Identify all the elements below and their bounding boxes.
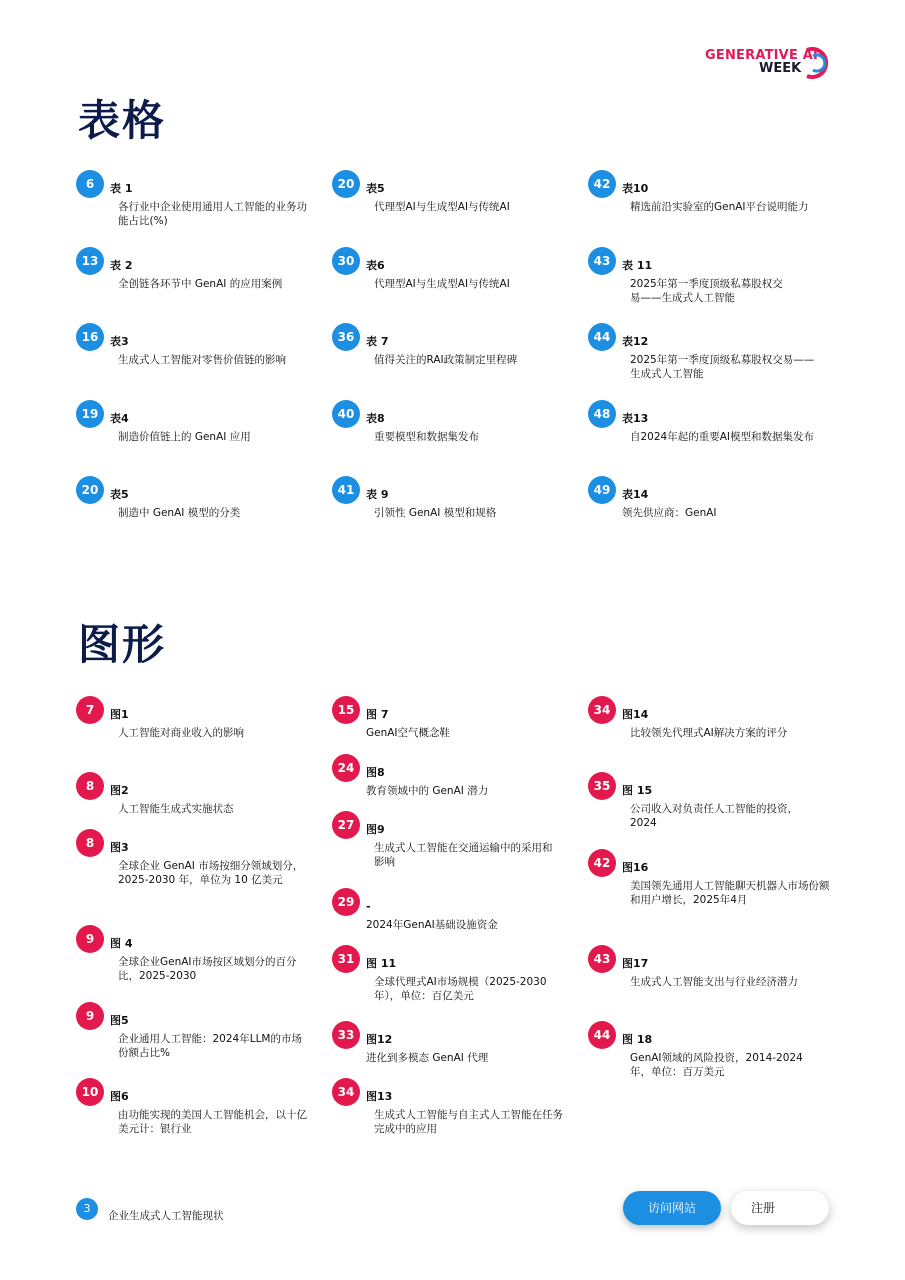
- item-description: 进化到多模态 GenAI 代理: [366, 1052, 489, 1064]
- page-number-badge: 9: [76, 925, 104, 953]
- tables-heading: 表格: [78, 96, 167, 145]
- item-title: 表4: [110, 412, 129, 425]
- list-item-table[interactable]: [85, 177, 345, 228]
- list-item-figure[interactable]: [337, 703, 601, 740]
- list-item-figure[interactable]: [337, 761, 601, 798]
- list-item-figure[interactable]: [81, 1085, 345, 1136]
- generative-ai-week-logo: [705, 44, 835, 84]
- item-title: 表5: [366, 182, 385, 195]
- item-description: 人工智能对商业收入的影响: [118, 727, 244, 739]
- list-item-figure[interactable]: [593, 1028, 857, 1079]
- list-item-table[interactable]: [593, 483, 857, 520]
- item-title: 图8: [366, 766, 385, 779]
- item-title: 表 1: [110, 182, 133, 195]
- item-description: 2025年第一季度顶级私募股权交易——生成式人工智能: [630, 278, 783, 304]
- list-item-table[interactable]: [337, 407, 601, 444]
- item-description: 代理型AI与生成型AI与传统AI: [374, 278, 510, 290]
- page-number-badge: 41: [332, 476, 360, 504]
- list-item-figure[interactable]: [337, 895, 601, 932]
- list-item-figure[interactable]: [337, 1085, 601, 1136]
- list-item-figure[interactable]: [593, 952, 857, 989]
- page-number-badge: 33: [332, 1021, 360, 1049]
- list-item-table[interactable]: [593, 330, 857, 381]
- item-description: 精选前沿实验室的GenAI平台说明能力: [630, 201, 809, 213]
- list-item-table[interactable]: [593, 254, 857, 305]
- item-description: 制造价值链上的 GenAI 应用: [118, 431, 251, 443]
- list-item-table[interactable]: [337, 177, 601, 214]
- register-button[interactable]: 注册: [731, 1191, 829, 1225]
- list-item-figure[interactable]: [337, 952, 601, 1003]
- item-description: 比较领先代理式AI解决方案的评分: [630, 727, 788, 739]
- list-item-figure[interactable]: [337, 818, 601, 869]
- item-description: 引领性 GenAI 模型和规格: [374, 507, 497, 519]
- page-number-badge: 19: [76, 400, 104, 428]
- page-number-badge: 40: [332, 400, 360, 428]
- item-title: 表 7: [366, 335, 389, 348]
- item-title: -: [366, 900, 371, 913]
- item-title: 图 7: [366, 708, 389, 721]
- page-number-badge: 43: [588, 247, 616, 275]
- logo-mark-icon: [801, 44, 835, 82]
- page-number-badge: 49: [588, 476, 616, 504]
- item-title: 表14: [622, 488, 649, 501]
- item-title: 表5: [110, 488, 129, 501]
- footer-document-title: 企业生成式人工智能现状: [108, 1210, 224, 1222]
- list-item-table[interactable]: [337, 254, 601, 291]
- item-title: 图14: [622, 708, 649, 721]
- page-number-badge: 6: [76, 170, 104, 198]
- item-description: 由功能实现的美国人工智能机会，以十亿美元计：银行业: [118, 1109, 307, 1135]
- page-number-badge: 24: [332, 754, 360, 782]
- item-description: 教育领域中的 GenAI 潜力: [366, 785, 489, 797]
- page-number-badge: 30: [332, 247, 360, 275]
- page-number-badge: 7: [76, 696, 104, 724]
- footer-page-number: 3: [76, 1198, 98, 1220]
- item-description: 各行业中企业使用通用人工智能的业务功能占比(%): [118, 201, 307, 227]
- item-title: 图12: [366, 1033, 393, 1046]
- item-description: GenAI领域的风险投资，2014-2024年，单位：百万美元: [630, 1052, 803, 1078]
- item-title: 图17: [622, 957, 649, 970]
- page-number-badge: 35: [588, 772, 616, 800]
- item-description: 值得关注的RAI政策制定里程碑: [374, 354, 518, 366]
- list-item-table[interactable]: [593, 407, 857, 444]
- page-number-badge: 20: [76, 476, 104, 504]
- item-title: 表8: [366, 412, 385, 425]
- item-description: 生成式人工智能在交通运输中的采用和影响: [374, 842, 553, 868]
- page-number-badge: 48: [588, 400, 616, 428]
- item-title: 图5: [110, 1014, 129, 1027]
- item-title: 表10: [622, 182, 649, 195]
- page-number-badge: 42: [588, 170, 616, 198]
- item-title: 图6: [110, 1090, 129, 1103]
- page-number-badge: 27: [332, 811, 360, 839]
- item-description: 美国领先通用人工智能聊天机器人市场份额和用户增长，2025年4月: [630, 880, 830, 906]
- page-number-badge: 36: [332, 323, 360, 351]
- item-title: 表 2: [110, 259, 133, 272]
- logo-line1: GENERATIVE AI: [705, 48, 819, 63]
- page-number-badge: 44: [588, 1021, 616, 1049]
- item-description: 生成式人工智能支出与行业经济潜力: [630, 976, 798, 988]
- list-item-figure[interactable]: [85, 1009, 345, 1060]
- list-item-figure[interactable]: [85, 836, 345, 887]
- page-number-badge: 15: [332, 696, 360, 724]
- page-number-badge: 34: [332, 1078, 360, 1106]
- list-item-table[interactable]: [81, 254, 345, 291]
- item-description: 全球企业 GenAI 市场按细分领域划分，2025-2030 年，单位为 10 亿美元: [118, 860, 304, 886]
- item-title: 图3: [110, 841, 129, 854]
- item-title: 图 15: [622, 784, 653, 797]
- list-item-figure[interactable]: [85, 932, 345, 983]
- item-description: 生成式人工智能对零售价值链的影响: [118, 354, 286, 366]
- item-description: 全创链各环节中 GenAI 的应用案例: [118, 278, 283, 290]
- item-description: 企业通用人工智能：2024年LLM的市场份额占比%: [118, 1033, 302, 1059]
- item-description: 2025年第一季度顶级私募股权交易——生成式人工智能: [630, 354, 815, 380]
- item-description: 公司收入对负责任人工智能的投资，2024: [630, 803, 798, 829]
- page-number-badge: 13: [76, 247, 104, 275]
- page-number-badge: 9: [76, 1002, 104, 1030]
- logo-line2: WEEK: [759, 61, 802, 76]
- item-title: 图 11: [366, 957, 397, 970]
- item-title: 表13: [622, 412, 649, 425]
- item-description: 人工智能生成式实施状态: [118, 803, 234, 815]
- item-description: 自2024年起的重要AI模型和数据集发布: [630, 431, 815, 443]
- page-number-badge: 43: [588, 945, 616, 973]
- list-item-figure[interactable]: [593, 856, 857, 907]
- list-item-table[interactable]: [81, 407, 345, 444]
- item-description: 领先供应商：GenAI: [622, 507, 717, 519]
- visit-website-button[interactable]: 访问网站: [623, 1191, 721, 1225]
- list-item-table[interactable]: [81, 330, 345, 367]
- page-number-badge: 31: [332, 945, 360, 973]
- item-description: GenAI空气概念鞋: [366, 727, 451, 739]
- list-item-table[interactable]: [81, 483, 345, 520]
- list-item-figure[interactable]: [85, 779, 345, 816]
- list-item-figure[interactable]: [85, 703, 345, 740]
- page-number-badge: 34: [588, 696, 616, 724]
- page-number-badge: 8: [76, 829, 104, 857]
- item-title: 表 9: [366, 488, 389, 501]
- item-title: 表12: [622, 335, 649, 348]
- item-description: 全球企业GenAI市场按区域划分的百分比，2025-2030: [118, 956, 297, 982]
- item-title: 表6: [366, 259, 385, 272]
- page-number-badge: 29: [332, 888, 360, 916]
- list-item-table[interactable]: [337, 330, 601, 367]
- item-description: 生成式人工智能与自主式人工智能在任务完成中的应用: [374, 1109, 563, 1135]
- page-number-badge: 10: [76, 1078, 104, 1106]
- list-item-figure[interactable]: [593, 779, 857, 830]
- item-title: 图1: [110, 708, 129, 721]
- item-title: 图13: [366, 1090, 393, 1103]
- list-item-table[interactable]: [337, 483, 601, 520]
- item-title: 图2: [110, 784, 129, 797]
- item-title: 图 18: [622, 1033, 653, 1046]
- page-number-badge: 16: [76, 323, 104, 351]
- item-title: 表3: [110, 335, 129, 348]
- list-item-figure[interactable]: [593, 703, 857, 740]
- item-title: 图16: [622, 861, 649, 874]
- item-description: 制造中 GenAI 模型的分类: [118, 507, 241, 519]
- page-number-badge: 20: [332, 170, 360, 198]
- item-description: 代理型AI与生成型AI与传统AI: [374, 201, 510, 213]
- item-title: 图 4: [110, 937, 133, 950]
- list-item-table[interactable]: [593, 177, 857, 214]
- item-description: 2024年GenAI基础设施资金: [366, 919, 498, 931]
- page-number-badge: 44: [588, 323, 616, 351]
- list-item-figure[interactable]: [337, 1028, 601, 1065]
- item-title: 图9: [366, 823, 385, 836]
- item-description: 重要模型和数据集发布: [374, 431, 479, 443]
- figures-heading: 图形: [78, 620, 167, 669]
- page-number-badge: 8: [76, 772, 104, 800]
- page-number-badge: 42: [588, 849, 616, 877]
- item-title: 表 11: [622, 259, 653, 272]
- item-description: 全球代理式AI市场规模（2025-2030年），单位：百亿美元: [374, 976, 547, 1002]
